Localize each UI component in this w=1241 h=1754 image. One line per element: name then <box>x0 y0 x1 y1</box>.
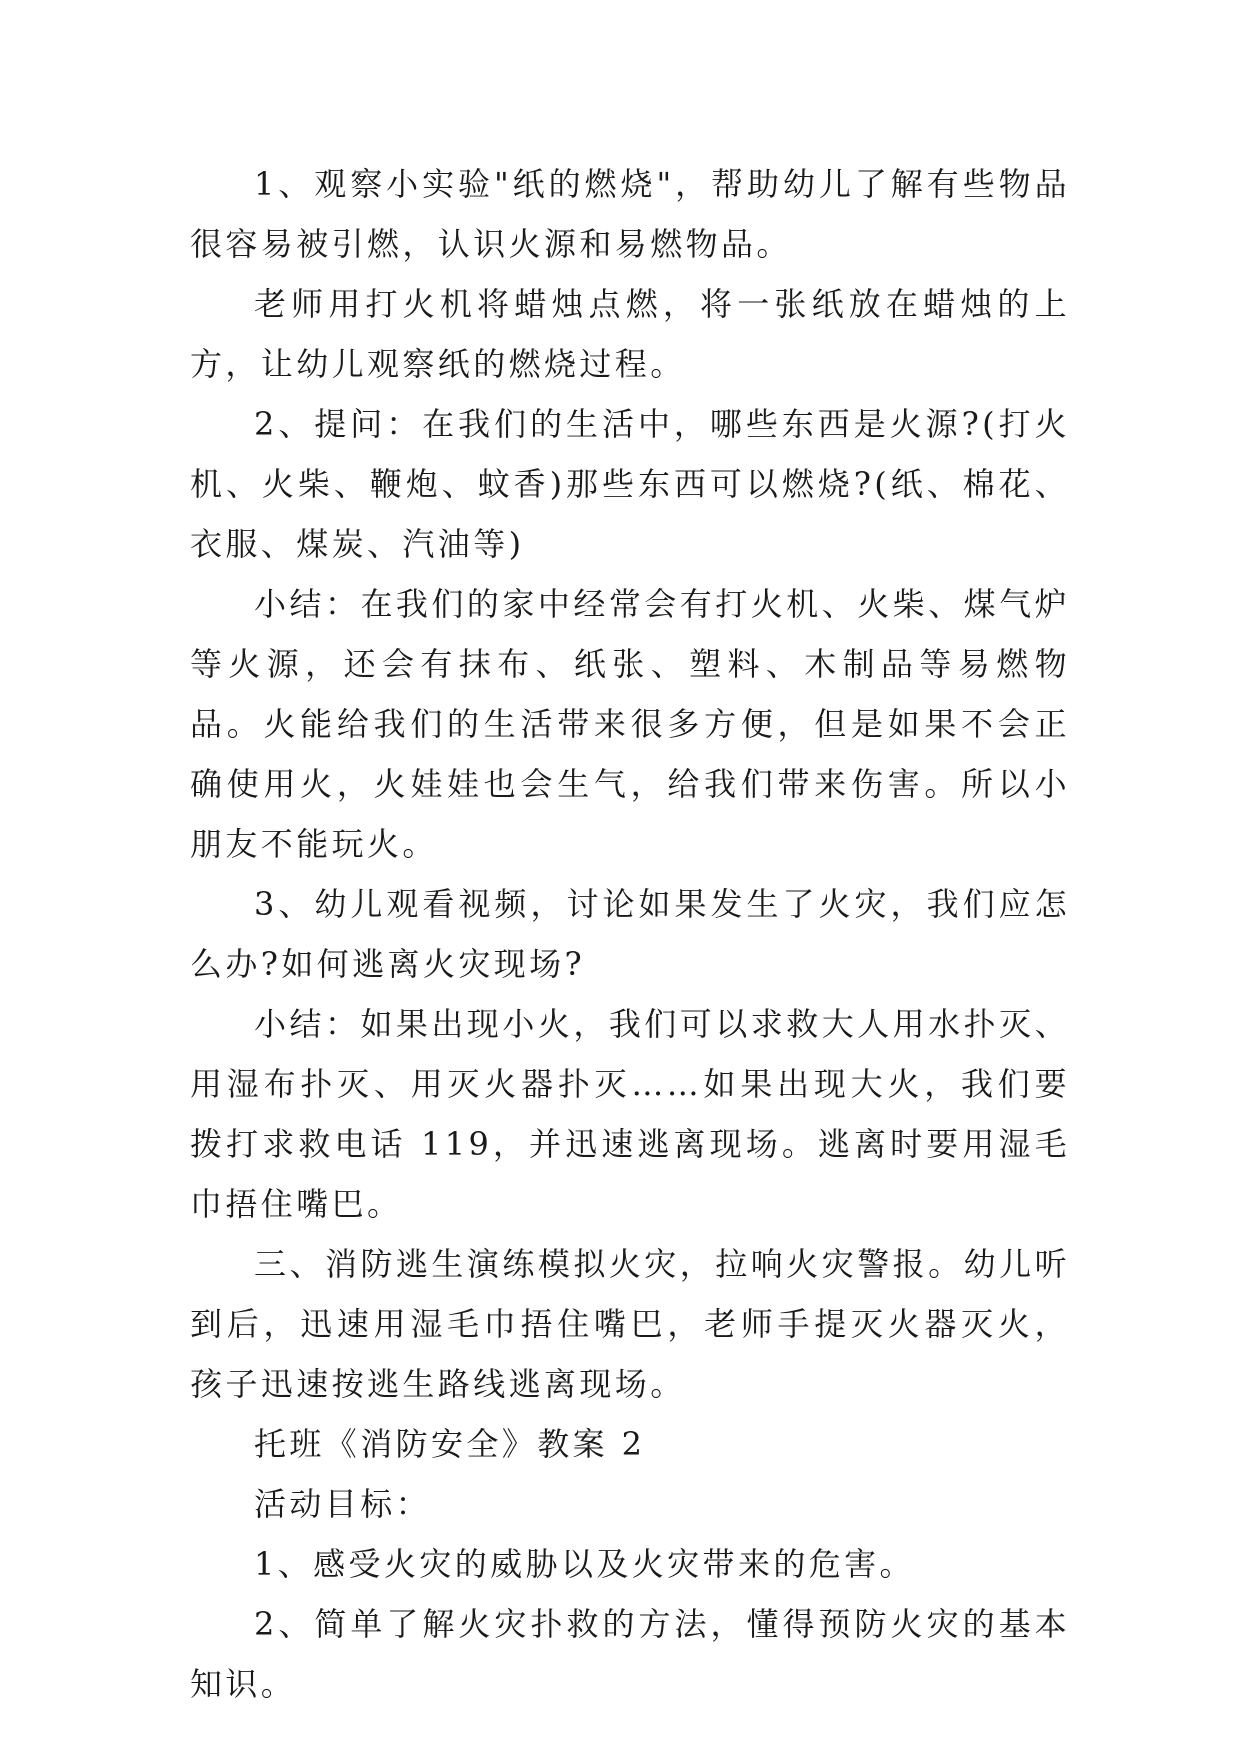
paragraph-experiment: 1、观察小实验"纸的燃烧"，帮助幼儿了解有些物品很容易被引燃，认识火源和易燃物品。 <box>190 165 1070 263</box>
section-heading-lesson-plan-2: 托班《消防安全》教案 2 <box>254 1425 646 1463</box>
paragraph-video-discussion: 3、幼儿观看视频，讨论如果发生了火灾，我们应怎么办?如何逃离火灾现场? <box>190 885 1070 983</box>
activity-goals-heading: 活动目标： <box>254 1485 432 1523</box>
paragraph-question: 2、提问：在我们的生活中，哪些东西是火源?(打火机、火柴、鞭炮、蚊香)那些东西可以燃烧?(纸、棉花、衣服、煤炭、汽油等) <box>190 405 1070 563</box>
paragraph-summary-fire-sources: 小结：在我们的家中经常会有打火机、火柴、煤气炉等火源，还会有抹布、纸张、塑料、木制品等易燃物品。火能给我们的生活带来很多方便，但是如果不会正确使用火，火娃娃也会生气，给我们带来伤害。所以小朋友不能玩火。 <box>190 585 1070 863</box>
goal-item-2: 2、简单了解火灾扑救的方法，懂得预防火灾的基本知识。 <box>190 1605 1070 1703</box>
paragraph-teacher-demo: 老师用打火机将蜡烛点燃，将一张纸放在蜡烛的上方，让幼儿观察纸的燃烧过程。 <box>190 285 1070 383</box>
paragraph-fire-drill: 三、消防逃生演练模拟火灾，拉响火灾警报。幼儿听到后，迅速用湿毛巾捂住嘴巴，老师手提灭火器灭火，孩子迅速按逃生路线逃离现场。 <box>190 1245 1070 1403</box>
paragraph-summary-escape: 小结：如果出现小火，我们可以求救大人用水扑灭、用湿布扑灭、用灭火器扑灭……如果出现大火，我们要拨打求救电话 119，并迅速逃离现场。逃离时要用湿毛巾捂住嘴巴。 <box>190 1005 1070 1223</box>
document-body <box>190 154 1070 1714</box>
goal-item-1: 1、感受火灾的威胁以及火灾带来的危害。 <box>254 1545 915 1583</box>
